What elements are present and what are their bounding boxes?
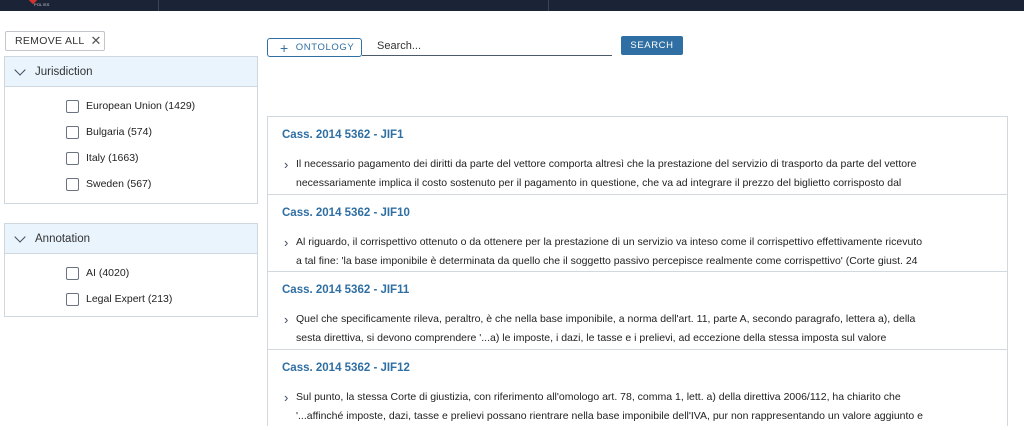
filter-option-italy[interactable] xyxy=(5,145,257,171)
chevron-down-icon xyxy=(14,64,25,75)
snippet-line: Al riguardo, il corrispettivo ottenuto o da ottenere per la prestazione di un servizio va inteso come il corrispettivo effettivamente ricevuto xyxy=(296,236,923,248)
add-ontology-button[interactable] xyxy=(267,38,362,57)
jurisdiction-facet xyxy=(4,56,258,204)
result-title-link[interactable]: Cass. 2014 5362 - JIF11 xyxy=(282,284,410,296)
annotation-facet xyxy=(4,223,258,317)
checkbox[interactable] xyxy=(66,178,79,191)
result-title-link[interactable]: Cass. 2014 5362 - JIF12 xyxy=(282,362,410,374)
snippet-line: a tal fine: 'la base imponibile è determinata da quello che il soggetto passivo percepisce realmente come corrispettivo' (Corte giust. 24 xyxy=(296,255,918,267)
app-logo[interactable] xyxy=(30,0,50,8)
remove-all-label: REMOVE ALL xyxy=(15,35,85,47)
nav-divider xyxy=(548,0,549,11)
filter-option-label: AI (4020) xyxy=(86,267,130,279)
jurisdiction-facet-header[interactable] xyxy=(5,57,257,87)
chevron-right-icon[interactable]: › xyxy=(284,312,289,327)
result-item xyxy=(268,272,1007,350)
result-snippet xyxy=(284,310,974,348)
chevron-right-icon[interactable]: › xyxy=(284,157,289,172)
close-icon: ✕ xyxy=(90,33,102,48)
filter-option-bulgaria[interactable] xyxy=(5,119,257,145)
result-item xyxy=(268,195,1007,272)
logo-text: POLISS xyxy=(34,2,50,7)
result-item xyxy=(268,117,1007,195)
snippet-line: Quel che specificamente rileva, peraltro, è che nella base imponibile, a norma dell'art. 11, parte A, secondo paragrafo, lettera a), della xyxy=(296,313,916,325)
snippet-line: '...affinché imposte, dazi, tasse e prelievi possano rientrare nella base imponibile dell'IVA, pur non rappresentando un valore aggiunto e xyxy=(296,410,924,422)
filter-option-label: Sweden (567) xyxy=(86,178,152,190)
checkbox[interactable] xyxy=(66,293,79,306)
filter-option-label: Bulgaria (574) xyxy=(86,126,152,138)
result-snippet xyxy=(284,155,974,193)
ontology-button-label: ONTOLOGY xyxy=(295,42,355,53)
results-list xyxy=(267,116,1008,426)
checkbox[interactable] xyxy=(66,267,79,280)
nav-divider xyxy=(158,0,159,11)
chevron-right-icon[interactable]: › xyxy=(284,235,289,250)
annotation-facet-header[interactable] xyxy=(5,224,257,254)
remove-all-button[interactable] xyxy=(5,31,105,51)
result-title-link[interactable]: Cass. 2014 5362 - JIF1 xyxy=(282,129,404,141)
jurisdiction-facet-title: Jurisdiction xyxy=(35,65,93,78)
filter-option-ai[interactable] xyxy=(5,260,257,286)
search-button[interactable]: SEARCH xyxy=(621,36,683,55)
filter-option-legal-expert[interactable] xyxy=(5,286,257,312)
result-item xyxy=(268,350,1007,430)
result-snippet xyxy=(284,233,974,271)
snippet-line: necessariamente implica il costo sostenuto per il pagamento in questione, che va ad integrare il prezzo del biglietto corrisposto dal xyxy=(296,177,902,189)
snippet-line: sesta direttiva, si devono comprendere '...a) le imposte, i dazi, le tasse e i prelievi, ad eccezione della stessa imposta sul valore xyxy=(296,332,887,344)
snippet-line: Il necessario pagamento dei diritti da parte del vettore comporta altresì che la prestazione del servizio di trasporto da parte del vettore xyxy=(296,158,917,170)
filter-option-sweden[interactable] xyxy=(5,171,257,197)
result-snippet xyxy=(284,388,974,426)
search-input[interactable] xyxy=(362,36,612,56)
filter-option-label: European Union (1429) xyxy=(86,100,196,112)
chevron-right-icon[interactable]: › xyxy=(284,390,289,405)
checkbox[interactable] xyxy=(66,126,79,139)
annotation-facet-title: Annotation xyxy=(35,232,90,245)
checkbox[interactable] xyxy=(66,100,79,113)
result-title-link[interactable]: Cass. 2014 5362 - JIF10 xyxy=(282,207,410,219)
chevron-down-icon xyxy=(14,231,25,242)
plus-icon: + xyxy=(280,39,289,56)
checkbox[interactable] xyxy=(66,152,79,165)
top-navigation-bar xyxy=(0,0,1024,11)
snippet-line: Sul punto, la stessa Corte di giustizia, con riferimento all'omologo art. 78, comma 1, lett. a) della direttiva 2006/112, ha chiarito che xyxy=(296,391,901,403)
filter-option-european-union[interactable] xyxy=(5,93,257,119)
filter-option-label: Legal Expert (213) xyxy=(86,293,173,305)
filter-option-label: Italy (1663) xyxy=(86,152,139,164)
